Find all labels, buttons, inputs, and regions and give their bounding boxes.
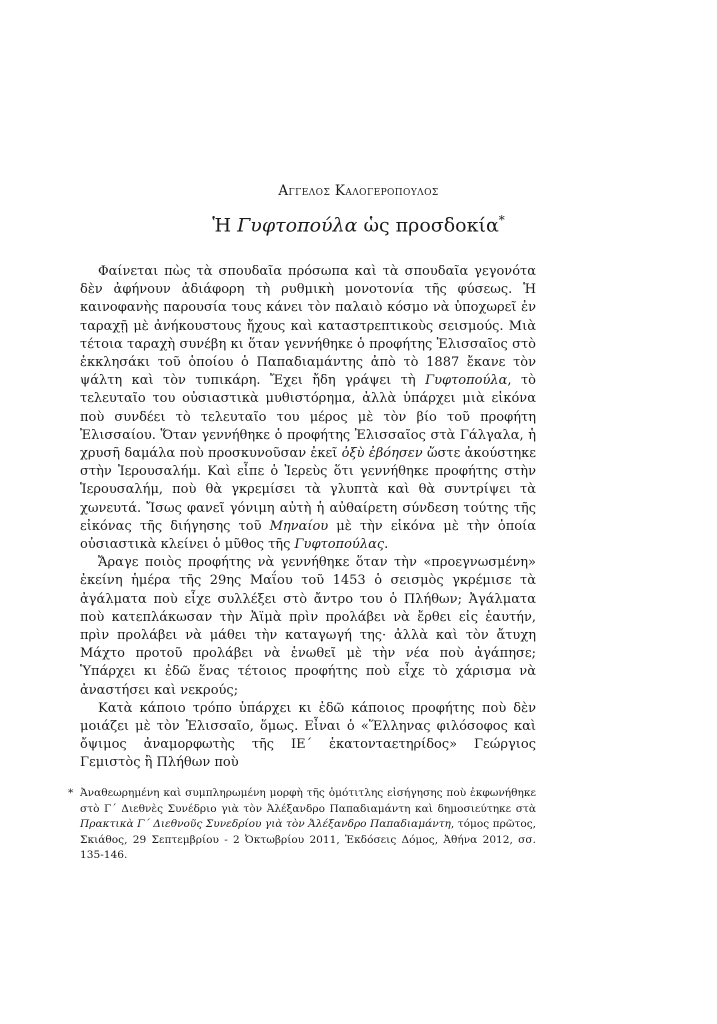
footnote-marker: * xyxy=(68,787,74,799)
p1-italic-1: Γυφτοπούλα xyxy=(425,373,508,389)
body-text xyxy=(80,263,536,773)
p1-text-5: . xyxy=(384,537,389,553)
p1-italic-3: Μηναίου xyxy=(269,518,329,534)
footnote-text-1: Ἀναθεωρημένη καὶ συμπληρωμένη μορφὴ τῆς ὁμότιτλης εἰσήγησης ποὺ ἐκφωνήθηκε στὸ Γ΄ Διεθνὲς Συνέδριο γιὰ τὸν Ἀλέξανδρο Παπαδιαμάντη καὶ δημοσιεύτηκε στὰ xyxy=(80,787,536,815)
title-suffix: ὡς προσδοκία xyxy=(357,214,499,237)
p1-text-3: ὥστε ἀκούστηκε στὴν Ἱερουσαλήμ. Καὶ εἶπε ὁ Ἱερεὺς ὅτι γεννήθηκε προφήτης στὴν Ἱερουσαλήμ, ποὺ θὰ γκρεμίσει τὰ γλυπτὰ καὶ θὰ συντρίψει τὰ χωνευτά. Ἴσως φανεῖ γόνιμη αὐτὴ ἡ αὐθαίρετη σύνδεση τούτης τῆς εἰκόνας τῆς διήγησης τοῦ xyxy=(80,446,536,534)
title-italic: Γυφτοπούλα xyxy=(237,214,358,237)
title-footnote-marker: * xyxy=(498,213,505,227)
p1-text-2: , τὸ τελευταῖο του οὐσιαστικὰ μυθιστόρημα, ἀλλὰ ὑπάρχει μιὰ εἰκόνα ποὺ συνδέει τὸ τελευταῖο του μέρος μὲ τὸν βίο τοῦ προφήτη Ἐλισσαίου. Ὅταν γεννήθηκε ὁ προφήτης Ἐλισσαῖος στὰ Γάλγαλα, ἡ χρυσῆ δαμάλα ποὺ προσκυνοῦσαν ἐκεῖ xyxy=(80,373,536,462)
author-name: Αγγελος Καλογεροπουλος xyxy=(278,183,439,199)
article-title xyxy=(0,213,717,236)
paragraph-1 xyxy=(80,263,536,554)
footnote xyxy=(68,786,536,864)
p1-text-1: Φαίνεται πὼς τὰ σπουδαῖα πρόσωπα καὶ τὰ σπουδαῖα γεγονότα δὲν ἀφήνουν ἀδιάφορη τὴ ρυθμικὴ μονοτονία τῆς φύσεως. Ἡ καινοφανὴς παρουσία τους κάνει τὸν παλαιὸ κόσμο νὰ ὑποχωρεῖ ἐν ταραχῇ μὲ ἀνήκουστους ἤχους καὶ καταστρεπτικοὺς σεισμούς. Μιὰ τέτοια ταραχὴ συνέβη κι ὅταν γεννήθηκε ὁ προφήτης Ἐλισσαῖος στὸ ἐκκλησάκι τοῦ ὁποίου ὁ Παπαδιαμάντης ἀπὸ τὸ 1887 ἔκανε τὸν ψάλτη καὶ τὸν τυπικάρη. Ἔχει ἤδη γράψει τὴ xyxy=(80,264,536,389)
title-prefix: Ἡ xyxy=(212,214,238,237)
p1-italic-2: ὀξὺ ἐβόησεν xyxy=(341,446,423,462)
p1-text-4: μὲ τὴν εἰκόνα μὲ τὴν ὁποία οὐσιαστικὰ κλείνει ὁ μῦθος τῆς xyxy=(80,518,536,553)
paragraph-2: Ἄραγε ποιὸς προφήτης νὰ γεννήθηκε ὅταν τὴν «προεγνωσμένη» ἐκείνη ἡμέρα τῆς 29ης Μαΐου τοῦ 1453 ὁ σεισμὸς γκρέμισε τὰ ἀγάλματα ποὺ εἶχε συλλέξει στὸ ἄντρο του ὁ Πλήθων; Ἀγάλματα ποὺ κατεπλάκωσαν τὴν Ἀϊμὰ πρὶν προλάβει νὰ ἔρθει εἰς ἑαυτήν, πρὶν προλάβει νὰ μάθει τὴν καταγωγή της· ἀλλὰ καὶ τὸν ἄτυχη Μάχτο προτοῦ προλάβει νὰ ἑνωθεῖ μὲ τὴν νέα ποὺ ἀγάπησε; Ὑπάρχει κι ἐδῶ ἕνας τέτοιος προφήτης ποὺ εἶχε τὸ χάρισμα νὰ ἀναστήσει καὶ νεκρούς; xyxy=(80,555,536,698)
p1-italic-4: Γυφτοπούλας xyxy=(294,537,385,553)
footnote-text-2: , τόμος πρῶτος, Σκιάθος, 29 Σεπτεμβρίου - 2 Ὀκτωβρίου 2011, Ἐκδόσεις Δόμος, Ἀθήνα 2012, σσ. 135-146. xyxy=(80,818,536,862)
footnote-italic: Πρακτικὰ Γ΄ Διεθνοῦς Συνεδρίου γιὰ τὸν Ἀλέξανδρο Παπαδιαμάντη xyxy=(80,818,451,831)
paragraph-3: Κατὰ κάποιο τρόπο ὑπάρχει κι ἐδῶ κάποιος προφήτης ποὺ δὲν μοιάζει μὲ τὸν Ἐλισσαῖο, ὅμως. Εἶναι ὁ «Ἕλληνας φιλόσοφος καὶ ὄψιμος ἀναμορφωτὴς τῆς ΙΕ΄ ἑκατονταετηρίδος» Γεώργιος Γεμιστὸς ἢ Πλήθων ποὺ xyxy=(80,700,536,771)
